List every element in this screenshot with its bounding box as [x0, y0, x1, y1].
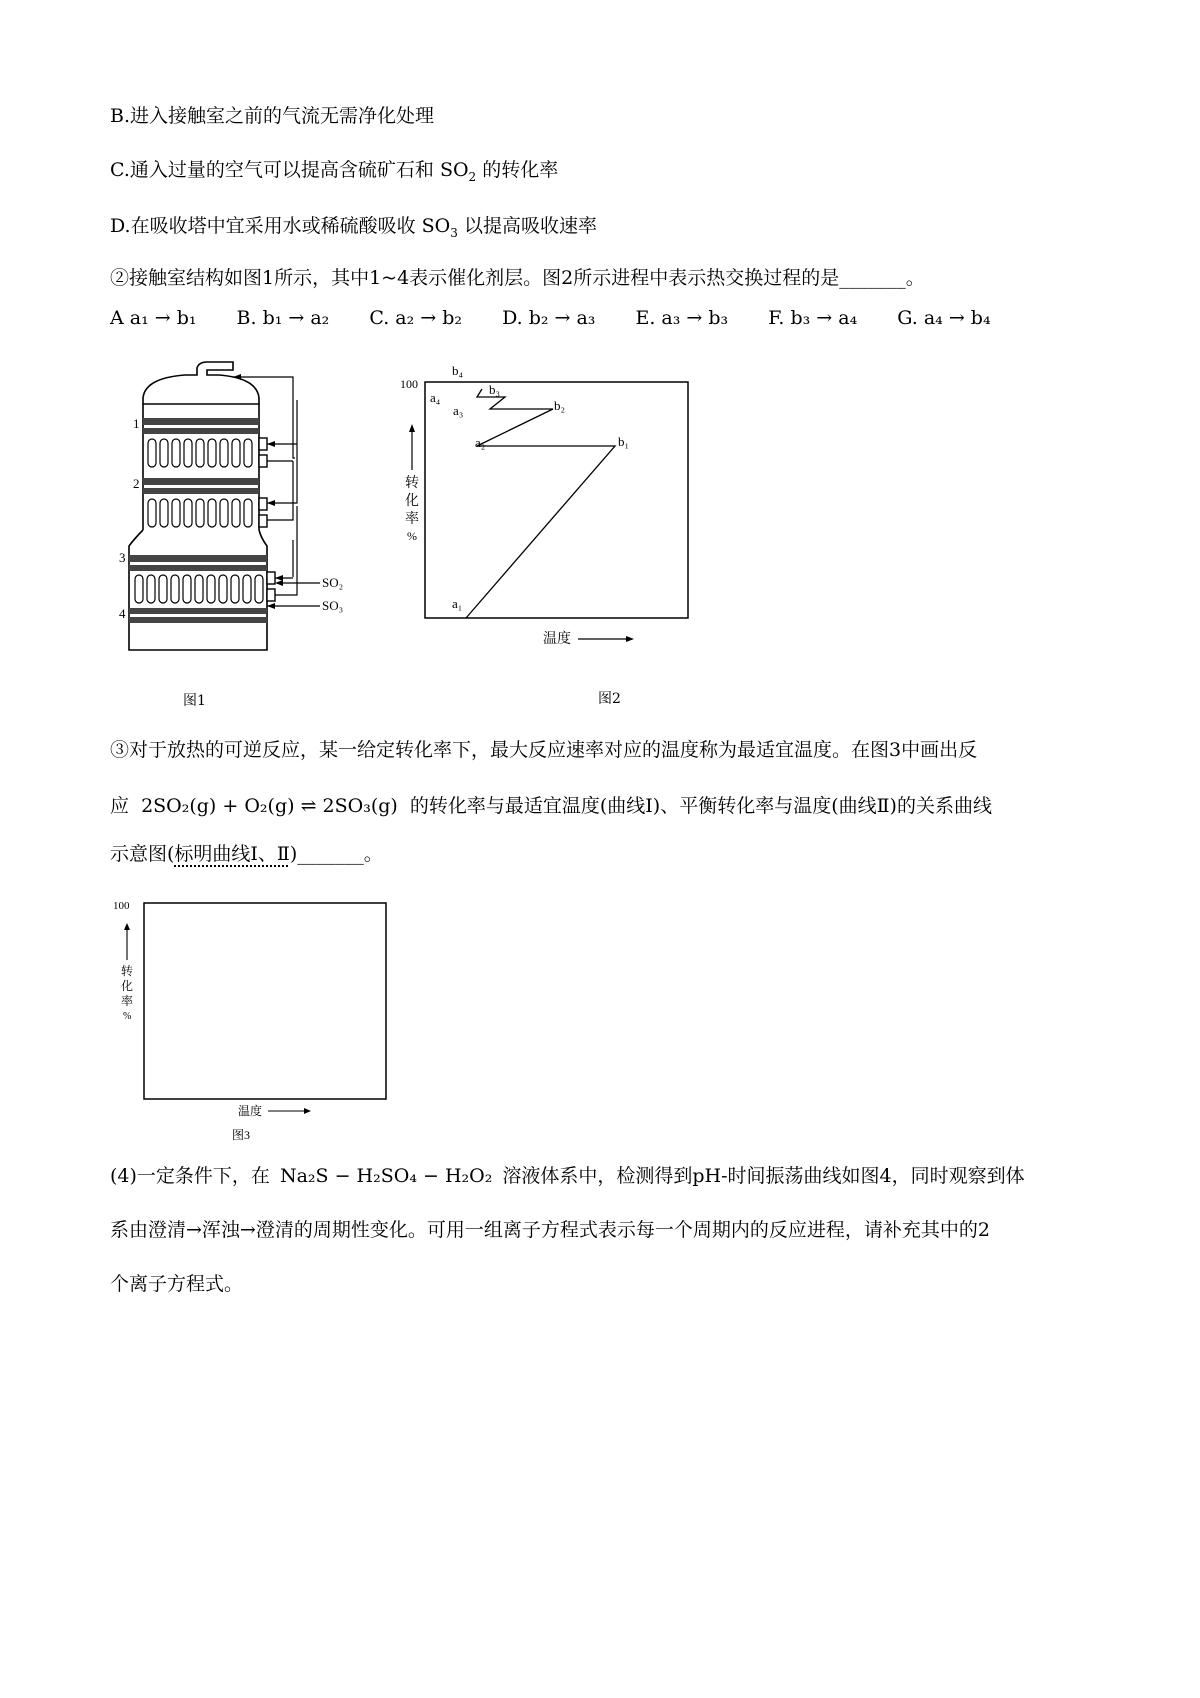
- option-d-text-end: 以提高吸收速率: [463, 215, 597, 237]
- option-b-text: B.进入接触室之前的气流无需净化处理: [110, 105, 435, 127]
- figure-2-label-a1: a₁: [452, 596, 463, 611]
- figure-1-outlet-label: SO₃: [322, 598, 344, 613]
- figure-2-label-a3: a₃: [453, 403, 464, 418]
- choice-a: A a₁ → b₁: [110, 307, 197, 329]
- choice-g: G. a₄ → b₄: [897, 307, 991, 329]
- option-d-chem: $SO_3$: [421, 215, 458, 240]
- question-4-line-3: 个离子方程式。: [110, 1273, 244, 1295]
- figure-2-process-line: [466, 389, 615, 618]
- option-c-text: C.通入过量的空气可以提高含硫矿石和: [110, 159, 434, 181]
- figure-3-xlabel: 温度: [238, 1104, 263, 1118]
- question-3-equation: 2SO₂(g) + O₂(g) ⇌ 2SO₃(g): [141, 795, 398, 817]
- figure-3-ylabel-3: 率: [121, 994, 134, 1008]
- figure-3-ylabel-4: %: [123, 1011, 132, 1022]
- choice-e: E. a₃ → b₃: [635, 307, 729, 329]
- figure-1-contact-chamber: [115, 360, 385, 660]
- choice-f: F. b₃ → a₄: [768, 307, 858, 329]
- figure-2-label-a2: a₂: [475, 435, 486, 450]
- figure-3-ylabel-2: 化: [121, 979, 134, 993]
- figure-1-caption-text: 图1: [183, 693, 206, 709]
- figure-3-y-tick: 100: [113, 900, 130, 912]
- question-4-line-2: 系由澄清→浑浊→澄清的周期性变化。可用一组离子方程式表示每一个周期内的反应进程，请补充其中的2: [110, 1219, 990, 1241]
- figure-2-xlabel: 温度: [543, 632, 571, 647]
- figure-1-layer-1-label: 1: [133, 416, 140, 431]
- question-3-line-1: ③对于放热的可逆反应，某一给定转化率下，最大反应速率对应的温度称为最适宜温度。在图3中画出反: [110, 739, 978, 761]
- figure-2-caption: 图2: [598, 691, 621, 707]
- option-c-chem: $SO_2$: [439, 159, 477, 184]
- figure-2-frame: [425, 382, 688, 618]
- question-4-system: Na₂S − H₂SO₄ − H₂O₂: [279, 1165, 493, 1187]
- figure-3-frame: [144, 903, 386, 1099]
- question-3-line-3: 示意图(标明曲线Ⅰ、Ⅱ)_______。: [110, 843, 383, 865]
- figure-2-conversion-chart: [380, 360, 710, 670]
- choice-row: [110, 304, 991, 332]
- figure-1-layer-2-label: 2: [133, 476, 140, 491]
- figure-2-y-tick: 100: [400, 377, 418, 391]
- figure-2-label-b1: b₁: [618, 434, 630, 449]
- choice-b: B. b₁ → a₂: [236, 307, 330, 329]
- choice-c: C. a₂ → b₂: [369, 307, 463, 329]
- figure-2-ylabel-4: %: [407, 529, 417, 543]
- question-3-emphasis: 标明曲线Ⅰ、Ⅱ: [174, 843, 290, 865]
- figure-2-label-b2: b₂: [554, 398, 566, 413]
- figure-2-label-a4: a₄: [430, 390, 441, 405]
- figure-2-ylabel-1: 转: [405, 476, 419, 491]
- figure-2-ylabel-3: 率: [405, 512, 419, 527]
- question-3-line-2: 应 2SO₂(g) + O₂(g) ⇌ 2SO₃(g) 的转化率与最适宜温度(曲线Ⅰ)、平衡转化率与温度(曲线Ⅱ)的关系曲线: [110, 795, 992, 817]
- figure-2-label-b3: b₃: [489, 382, 501, 397]
- option-d-text: D.在吸收塔中宜采用水或稀硫酸吸收: [110, 215, 416, 237]
- option-c-text-end: 的转化率: [482, 159, 559, 181]
- option-c: [110, 156, 558, 191]
- choice-d: D. b₂ → a₃: [502, 307, 596, 329]
- figure-3-blank-chart: [110, 895, 400, 1145]
- figure-2-label-b4: b₄: [452, 363, 464, 378]
- option-b: [110, 102, 434, 130]
- figure-3-caption: 图3: [232, 1128, 251, 1142]
- figure-3-ylabel-1: 转: [121, 964, 134, 978]
- question-4-line-1: (4)一定条件下，在 Na₂S − H₂SO₄ − H₂O₂ 溶液体系中，检测得到pH-时间振荡曲线如图4，同时观察到体: [110, 1165, 1025, 1187]
- figure-1-layer-4-label: 4: [119, 606, 126, 621]
- figure-2-ylabel-2: 化: [405, 494, 419, 509]
- question-2: ②接触室结构如图1所示，其中1~4表示催化剂层。图2所示进程中表示热交换过程的是_______。: [110, 267, 925, 289]
- figure-1-layer-3-label: 3: [119, 550, 126, 565]
- option-d: [110, 212, 597, 247]
- figure-1-inlet-label: SO₂: [322, 575, 344, 590]
